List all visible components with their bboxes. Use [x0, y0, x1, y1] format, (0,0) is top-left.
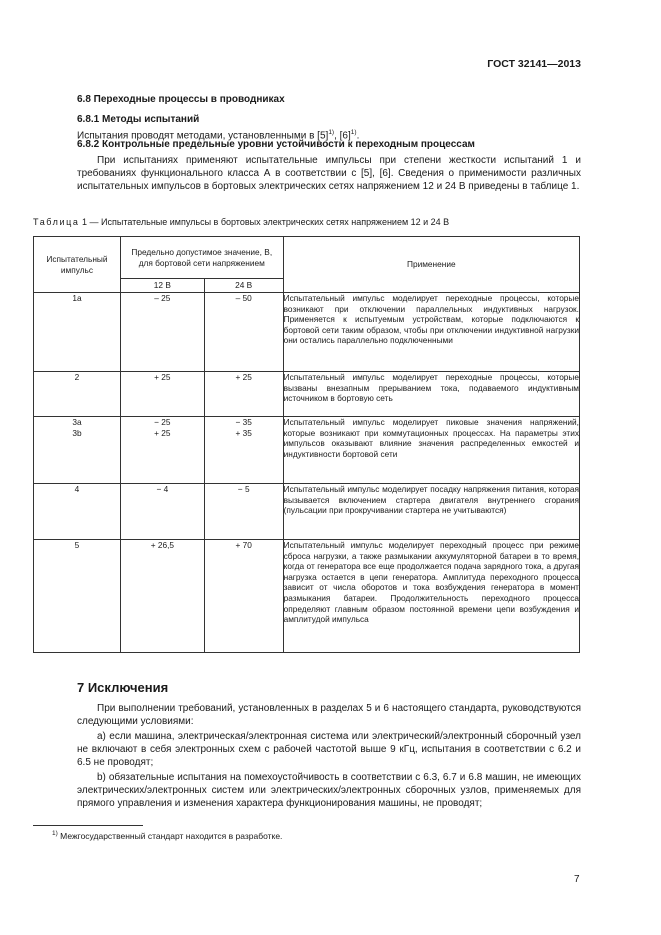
footnote-ref: 1) [350, 129, 357, 136]
subsection-6-8-2-text: При испытаниях применяют испытательные импульсы при степени жесткости испытаний 1 и требованиях функционального класса А в соответствии с [5], [6]. Сведения о применимости различных испытательных импульсов в бортовых электрических сетях напряжением 12 и 24 В приведены в таблице 1. [77, 155, 581, 193]
methods-text-end: . [356, 130, 360, 142]
impulse-cell: 1a [34, 293, 121, 372]
value-24v-3a: − 35 [235, 417, 252, 427]
value-24v-3b: + 35 [235, 427, 252, 438]
methods-text: Испытания проводят методами, установленными в [5] [77, 130, 329, 142]
footnote [52, 830, 282, 841]
value-12v-cell [120, 417, 204, 484]
subsection-6-8-2-title: 6.8.2 Контрольные предельные уровни устойчивости к переходным процессам [77, 139, 475, 150]
header-24v: 24 В [204, 279, 283, 293]
value-12v-cell: + 25 [120, 372, 204, 417]
value-24v-cell: – 50 [204, 293, 283, 372]
impulse-table [33, 236, 580, 653]
value-12v-3b: + 25 [154, 427, 171, 438]
application-cell: Испытательный импульс моделирует переходные процессы, которые возникают при отключении параллельных индуктивных нагрузок. Применяется к испытуемым устройствам, которые подключаются к бортовой сети таким образом, чтобы при отключении индуктивной нагрузки они остались параллельно подключенными [283, 293, 579, 372]
value-12v-cell: – 25 [120, 293, 204, 372]
footnote-divider [33, 825, 143, 826]
table-row [34, 484, 580, 540]
footnote-ref: 1) [328, 129, 335, 136]
impulse-cell [34, 417, 121, 484]
value-24v-cell [204, 417, 283, 484]
value-12v-cell: − 4 [120, 484, 204, 540]
impulse-cell: 2 [34, 372, 121, 417]
impulse-cell: 5 [34, 540, 121, 653]
table-row [34, 540, 580, 653]
table-caption-label: Таблица [33, 217, 80, 227]
section-7-intro: При выполнении требований, установленных в разделах 5 и 6 настоящего стандарта, руководствуются следующими условиями: [77, 703, 581, 728]
value-24v-cell: − 5 [204, 484, 283, 540]
footnote-text: Межгосударственный стандарт находится в разработке. [60, 830, 283, 841]
page-number: 7 [574, 874, 580, 885]
application-cell: Испытательный импульс моделирует посадку напряжения питания, которая вызывается включением стартера двигателя внутреннего сгорания (пульсации при прокручивании стартера не учитываются) [283, 484, 579, 540]
section-6-8-title: 6.8 Переходные процессы в проводниках [77, 94, 285, 105]
header-impulse: Испытательный импульс [34, 237, 121, 293]
table-row [34, 372, 580, 417]
table-caption [33, 217, 449, 227]
methods-text-mid: , [6] [334, 130, 351, 142]
impulse-3b: 3b [72, 427, 82, 438]
application-cell: Испытательный импульс моделирует пиковые значения напряжений, которые возникают при коммутационных процессах. На параметры этих импульсов оказывают влияние значения распределенных емкостей и индуктивности бортовой сети [283, 417, 579, 484]
table-row [34, 293, 580, 372]
document-code: ГОСТ 32141—2013 [487, 58, 581, 70]
value-12v-cell: + 26,5 [120, 540, 204, 653]
value-12v-3a: − 25 [154, 417, 171, 427]
subsection-6-8-1-title: 6.8.1 Методы испытаний [77, 114, 200, 125]
section-7-item-a: а) если машина, электрическая/электронная система или электрический/электронный сборочный узел не включают в себя электронных схем с рабочей частотой выше 9 кГц, испытания в соответствии с 6.2 и 6.5 не проводят; [77, 731, 581, 769]
section-7-item-b: b) обязательные испытания на помехоустойчивость в соответствии с 6.3, 6.7 и 6.8 машин, не имеющих электрических/электронных систем или электрических/электронных сборочных узлов, применяемых для прямого управления и изменения характера функционирования машины, не проводят; [77, 772, 581, 810]
impulse-3a: 3a [72, 417, 82, 427]
application-cell: Испытательный импульс моделирует переходный процесс при режиме сброса нагрузки, а также размыкании аккумуляторной батареи в то время, когда от генератора все еще продолжается подача зарядного тока, а другая нагрузка остается в цепи генератора. Амплитуда переходного процесса зависит от числа оборотов и тока возбуждения генератора в момент размыкания батареи. Продолжительность переходного процесса определяют главным образом постоянной времени цепи возбуждения и амплитудой импульса [283, 540, 579, 653]
table-row [34, 417, 580, 484]
application-cell: Испытательный импульс моделирует переходные процессы, которые вызваны внезапным прерыванием тока, подаваемого индуктивным источником в бортовую сеть [283, 372, 579, 417]
header-limit: Предельно допустимое значение, В, для бортовой сети напряжением [120, 237, 283, 279]
header-application: Применение [283, 237, 579, 293]
footnote-mark: 1) [52, 830, 58, 837]
section-7-title: 7 Исключения [77, 680, 169, 695]
value-24v-cell: + 70 [204, 540, 283, 653]
impulse-cell: 4 [34, 484, 121, 540]
value-24v-cell: + 25 [204, 372, 283, 417]
header-12v: 12 В [120, 279, 204, 293]
table-caption-text: 1 — Испытательные импульсы в бортовых электрических сетях напряжением 12 и 24 В [79, 217, 450, 227]
